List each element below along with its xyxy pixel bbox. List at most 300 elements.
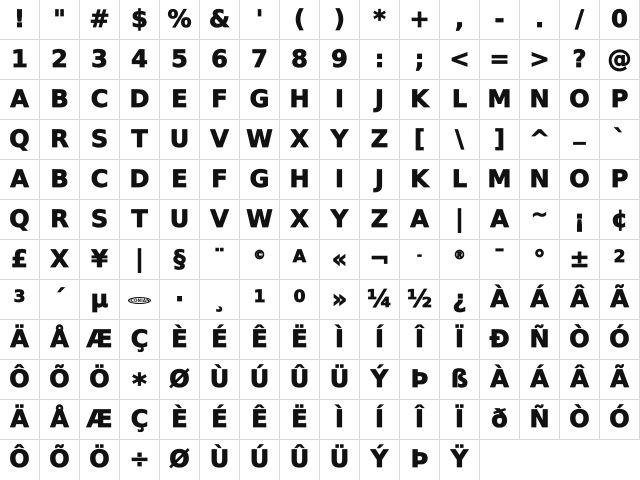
glyph: 1 bbox=[253, 287, 266, 307]
glyph-cell bbox=[600, 80, 640, 120]
glyph-cell bbox=[440, 200, 480, 240]
glyph: B bbox=[50, 85, 69, 113]
glyph-cell bbox=[200, 160, 240, 200]
glyph: Z bbox=[370, 205, 389, 233]
glyph: G bbox=[249, 165, 270, 193]
glyph-cell bbox=[480, 80, 520, 120]
glyph: I bbox=[335, 165, 344, 193]
glyph: ; bbox=[414, 45, 425, 73]
glyph-cell bbox=[280, 160, 320, 200]
glyph-cell bbox=[320, 0, 360, 40]
glyph: Ù bbox=[209, 445, 230, 473]
glyph-cell bbox=[480, 0, 520, 40]
glyph-cell bbox=[120, 40, 160, 80]
glyph-cell bbox=[360, 440, 400, 480]
glyph-cell bbox=[600, 280, 640, 320]
glyph: H bbox=[289, 165, 310, 193]
glyph-cell bbox=[320, 80, 360, 120]
glyph: D bbox=[129, 165, 150, 193]
glyph-cell bbox=[440, 120, 480, 160]
glyph-cell bbox=[360, 240, 400, 280]
glyph-cell bbox=[320, 120, 360, 160]
glyph-cell bbox=[120, 80, 160, 120]
glyph-cell bbox=[400, 160, 440, 200]
glyph: V bbox=[210, 125, 229, 153]
glyph-cell bbox=[600, 240, 640, 280]
glyph-cell bbox=[80, 280, 120, 320]
glyph: X bbox=[290, 205, 309, 233]
glyph: Û bbox=[289, 445, 310, 473]
glyph-cell bbox=[320, 440, 360, 480]
glyph: * bbox=[132, 367, 147, 400]
glyph-cell bbox=[200, 400, 240, 440]
glyph: D bbox=[129, 85, 150, 113]
glyph: , bbox=[454, 5, 465, 33]
glyph-cell bbox=[280, 200, 320, 240]
glyph-cell bbox=[520, 120, 560, 160]
glyph-cell bbox=[120, 440, 160, 480]
glyph: [ bbox=[414, 125, 425, 153]
glyph-cell bbox=[560, 40, 600, 80]
glyph: C bbox=[90, 165, 109, 193]
glyph-cell bbox=[120, 400, 160, 440]
glyph-cell bbox=[80, 440, 120, 480]
glyph: Ë bbox=[291, 325, 308, 353]
glyph-cell bbox=[120, 240, 160, 280]
glyph: É bbox=[211, 405, 228, 433]
glyph-row bbox=[0, 40, 640, 80]
glyph: A bbox=[490, 205, 509, 233]
glyph: Ü bbox=[329, 445, 350, 473]
glyph-cell bbox=[360, 400, 400, 440]
glyph: - bbox=[417, 248, 422, 262]
glyph-cell bbox=[280, 280, 320, 320]
glyph-cell bbox=[520, 400, 560, 440]
glyph: A bbox=[10, 165, 29, 193]
glyph-cell bbox=[80, 200, 120, 240]
glyph: Á bbox=[530, 365, 549, 393]
glyph-cell bbox=[480, 240, 520, 280]
glyph-cell bbox=[480, 280, 520, 320]
glyph-cell bbox=[120, 0, 160, 40]
glyph-cell bbox=[240, 40, 280, 80]
glyph-cell bbox=[480, 320, 520, 360]
glyph: # bbox=[89, 5, 110, 33]
glyph: Ñ bbox=[529, 405, 550, 433]
glyph-cell bbox=[480, 360, 520, 400]
glyph-cell bbox=[0, 240, 40, 280]
glyph: µ bbox=[90, 285, 109, 313]
glyph-cell bbox=[40, 440, 80, 480]
glyph: X bbox=[290, 125, 309, 153]
glyph: Z bbox=[370, 125, 389, 153]
glyph: ¨ bbox=[213, 245, 226, 273]
glyph: L bbox=[451, 165, 468, 193]
glyph-cell bbox=[560, 80, 600, 120]
glyph-cell bbox=[200, 440, 240, 480]
glyph: ( bbox=[294, 5, 305, 33]
glyph-cell bbox=[560, 400, 600, 440]
glyph-cell bbox=[160, 280, 200, 320]
glyph: Ù bbox=[209, 365, 230, 393]
glyph-cell bbox=[200, 200, 240, 240]
glyph: T bbox=[131, 125, 148, 153]
glyph-cell bbox=[240, 120, 280, 160]
glyph-cell bbox=[320, 280, 360, 320]
glyph: S bbox=[90, 125, 109, 153]
glyph: Ø bbox=[169, 365, 190, 393]
glyph: Í bbox=[375, 325, 384, 353]
glyph-cell bbox=[40, 400, 80, 440]
glyph-cell bbox=[120, 120, 160, 160]
glyph: « bbox=[331, 245, 348, 273]
glyph: Y bbox=[330, 205, 349, 233]
glyph: Æ bbox=[86, 405, 113, 433]
glyph-cell bbox=[80, 320, 120, 360]
glyph-cell bbox=[520, 280, 560, 320]
glyph: Ú bbox=[249, 365, 270, 393]
glyph-cell bbox=[280, 120, 320, 160]
glyph: Û bbox=[289, 365, 310, 393]
glyph: ® bbox=[453, 248, 466, 262]
glyph: ð bbox=[491, 405, 508, 433]
glyph: Ÿ bbox=[450, 445, 469, 473]
glyph: $ bbox=[131, 5, 148, 33]
glyph-row bbox=[0, 280, 640, 320]
glyph-cell bbox=[160, 80, 200, 120]
glyph-cell bbox=[440, 400, 480, 440]
glyph: Å bbox=[50, 325, 69, 353]
glyph: ? bbox=[572, 45, 587, 73]
glyph-cell bbox=[440, 440, 480, 480]
glyph-cell bbox=[160, 40, 200, 80]
glyph-cell bbox=[400, 280, 440, 320]
glyph: Ã bbox=[610, 285, 629, 313]
glyph: Ê bbox=[251, 405, 268, 433]
glyph: É bbox=[211, 325, 228, 353]
glyph-cell bbox=[280, 40, 320, 80]
glyph-cell bbox=[0, 0, 40, 40]
glyph-cell bbox=[360, 320, 400, 360]
glyph: ~ bbox=[531, 202, 548, 226]
glyph-cell bbox=[80, 80, 120, 120]
glyph-cell bbox=[0, 200, 40, 240]
glyph: Ú bbox=[249, 445, 270, 473]
glyph-cell bbox=[240, 360, 280, 400]
glyph: Ï bbox=[455, 325, 464, 353]
glyph: / bbox=[575, 5, 584, 33]
glyph: Ê bbox=[251, 325, 268, 353]
glyph: * bbox=[373, 5, 386, 33]
glyph: ° bbox=[533, 245, 546, 273]
glyph: Ä bbox=[10, 405, 29, 433]
glyph-cell bbox=[40, 120, 80, 160]
glyph: 1 bbox=[11, 45, 28, 73]
glyph-cell bbox=[320, 240, 360, 280]
glyph: L bbox=[451, 85, 468, 113]
glyph: Â bbox=[570, 285, 589, 313]
glyph-cell bbox=[400, 40, 440, 80]
glyph-cell bbox=[80, 40, 120, 80]
glyph: 3 bbox=[13, 287, 26, 307]
glyph: Ü bbox=[329, 365, 350, 393]
glyph: ' bbox=[255, 5, 264, 33]
glyph-cell bbox=[0, 400, 40, 440]
glyph: A bbox=[292, 247, 307, 267]
glyph: N bbox=[529, 165, 550, 193]
glyph-cell bbox=[560, 0, 600, 40]
glyph-row bbox=[0, 160, 640, 200]
glyph-cell bbox=[200, 80, 240, 120]
glyph-cell bbox=[0, 320, 40, 360]
glyph: Ì bbox=[335, 325, 344, 353]
glyph: 5 bbox=[171, 45, 188, 73]
glyph-cell bbox=[80, 0, 120, 40]
glyph: ) bbox=[334, 5, 345, 33]
glyph: = bbox=[489, 45, 510, 73]
glyph-cell bbox=[400, 360, 440, 400]
glyph-cell bbox=[240, 0, 280, 40]
glyph: < bbox=[449, 45, 470, 73]
glyph-cell bbox=[320, 360, 360, 400]
glyph: Ö bbox=[89, 445, 110, 473]
glyph: Ð bbox=[489, 325, 510, 353]
glyph: Î bbox=[415, 325, 424, 353]
glyph-cell bbox=[240, 440, 280, 480]
glyph: \ bbox=[455, 125, 464, 153]
glyph-cell bbox=[360, 40, 400, 80]
glyph-cell bbox=[0, 160, 40, 200]
glyph-cell bbox=[40, 280, 80, 320]
glyph-cell bbox=[200, 360, 240, 400]
glyph: U bbox=[169, 205, 190, 233]
glyph: G bbox=[249, 85, 270, 113]
glyph: Ä bbox=[10, 325, 29, 353]
glyph: + bbox=[409, 5, 430, 33]
glyph-cell bbox=[360, 280, 400, 320]
glyph: Þ bbox=[410, 365, 429, 393]
glyph-cell bbox=[160, 120, 200, 160]
glyph-cell-pilcrow bbox=[120, 280, 160, 320]
glyph: | bbox=[455, 205, 464, 233]
glyph-cell bbox=[200, 120, 240, 160]
glyph-cell bbox=[560, 200, 600, 240]
glyph-cell bbox=[0, 360, 40, 400]
glyph-cell bbox=[440, 0, 480, 40]
glyph-cell bbox=[80, 160, 120, 200]
glyph: Þ bbox=[410, 445, 429, 473]
glyph-cell bbox=[600, 40, 640, 80]
glyph: > bbox=[529, 45, 550, 73]
glyph-cell bbox=[520, 40, 560, 80]
glyph: 2 bbox=[613, 247, 626, 267]
glyph: " bbox=[53, 5, 66, 33]
glyph-cell bbox=[520, 0, 560, 40]
glyph-cell bbox=[200, 280, 240, 320]
glyph-cell bbox=[520, 80, 560, 120]
glyph-cell bbox=[360, 200, 400, 240]
glyph-cell bbox=[280, 360, 320, 400]
glyph: P bbox=[610, 165, 629, 193]
glyph: % bbox=[167, 5, 192, 33]
glyph-cell bbox=[40, 0, 80, 40]
glyph-cell bbox=[80, 400, 120, 440]
glyph: W bbox=[246, 205, 273, 233]
glyph-cell bbox=[480, 160, 520, 200]
glyph-cell bbox=[160, 320, 200, 360]
glyph-cell bbox=[200, 40, 240, 80]
glyph: . bbox=[534, 5, 545, 33]
glyph-cell bbox=[360, 120, 400, 160]
glyph-cell bbox=[600, 400, 640, 440]
glyph: C bbox=[90, 85, 109, 113]
glyph: ¸ bbox=[213, 285, 226, 313]
glyph: ` bbox=[613, 125, 626, 153]
glyph-cell bbox=[480, 400, 520, 440]
glyph-cell bbox=[440, 360, 480, 400]
glyph-cell bbox=[440, 160, 480, 200]
glyph: Ç bbox=[130, 325, 149, 353]
glyph: B bbox=[50, 165, 69, 193]
glyph: Á bbox=[530, 285, 549, 313]
glyph-row bbox=[0, 320, 640, 360]
glyph: Ó bbox=[609, 405, 630, 433]
glyph: X bbox=[50, 245, 69, 273]
glyph: 4 bbox=[131, 45, 148, 73]
glyph: 0 bbox=[293, 287, 306, 307]
glyph-cell bbox=[600, 200, 640, 240]
glyph-cell bbox=[480, 120, 520, 160]
glyph: Õ bbox=[49, 445, 70, 473]
glyph-cell bbox=[560, 240, 600, 280]
glyph: J bbox=[375, 85, 384, 113]
glyph: Ò bbox=[569, 405, 590, 433]
glyph: Æ bbox=[86, 325, 113, 353]
glyph-cell bbox=[600, 160, 640, 200]
glyph: Ì bbox=[335, 405, 344, 433]
glyph-cell bbox=[360, 80, 400, 120]
glyph-cell bbox=[200, 0, 240, 40]
glyph: M bbox=[487, 85, 512, 113]
glyph-cell bbox=[120, 160, 160, 200]
glyph: Ö bbox=[89, 365, 110, 393]
glyph: · bbox=[174, 285, 185, 313]
glyph-row bbox=[0, 400, 640, 440]
glyph: £ bbox=[11, 245, 28, 273]
glyph-cell bbox=[400, 200, 440, 240]
glyph: ¬ bbox=[369, 245, 390, 273]
glyph: J bbox=[375, 165, 384, 193]
glyph: W bbox=[246, 125, 273, 153]
glyph: ^ bbox=[529, 125, 550, 153]
glyph-cell bbox=[440, 280, 480, 320]
glyph-cell bbox=[240, 400, 280, 440]
glyph-cell bbox=[200, 240, 240, 280]
glyph: O bbox=[569, 85, 590, 113]
glyph-cell bbox=[400, 400, 440, 440]
glyph-cell bbox=[40, 320, 80, 360]
glyph-cell bbox=[320, 320, 360, 360]
glyph: M bbox=[487, 165, 512, 193]
glyph-cell bbox=[80, 240, 120, 280]
glyph-cell bbox=[200, 320, 240, 360]
glyph: ¢ bbox=[611, 205, 628, 233]
glyph-cell bbox=[320, 200, 360, 240]
glyph-cell bbox=[600, 360, 640, 400]
glyph-cell bbox=[0, 80, 40, 120]
glyph-cell bbox=[400, 120, 440, 160]
glyph-cell bbox=[280, 400, 320, 440]
glyph-cell bbox=[520, 320, 560, 360]
glyph-cell bbox=[600, 320, 640, 360]
glyph: K bbox=[410, 85, 429, 113]
glyph: K bbox=[410, 165, 429, 193]
glyph-cell bbox=[40, 240, 80, 280]
glyph: Q bbox=[9, 125, 30, 153]
glyph-cell bbox=[440, 240, 480, 280]
glyph: Ý bbox=[370, 445, 389, 473]
glyph: Ô bbox=[9, 365, 30, 393]
glyph: R bbox=[50, 125, 69, 153]
glyph-cell bbox=[240, 320, 280, 360]
glyph-cell bbox=[0, 440, 40, 480]
glyph: 2 bbox=[51, 45, 68, 73]
glyph: ¥ bbox=[91, 245, 108, 273]
glyph: Ý bbox=[370, 365, 389, 393]
glyph: A bbox=[410, 205, 429, 233]
glyph-cell bbox=[0, 40, 40, 80]
glyph-cell bbox=[160, 200, 200, 240]
glyph: À bbox=[490, 365, 509, 393]
glyph-cell bbox=[600, 0, 640, 40]
glyph-row bbox=[0, 0, 640, 40]
glyph: Â bbox=[570, 365, 589, 393]
glyph-cell bbox=[40, 80, 80, 120]
glyph: ½ bbox=[407, 285, 432, 313]
iconian-logo: ICONIAN bbox=[129, 297, 150, 303]
glyph-cell bbox=[400, 80, 440, 120]
glyph-row bbox=[0, 240, 640, 280]
glyph-cell bbox=[320, 400, 360, 440]
glyph: Ô bbox=[9, 445, 30, 473]
glyph: A bbox=[10, 85, 29, 113]
glyph-cell bbox=[440, 320, 480, 360]
glyph: ´ bbox=[53, 285, 66, 313]
glyph-cell bbox=[400, 0, 440, 40]
glyph-cell bbox=[520, 200, 560, 240]
glyph-row bbox=[0, 80, 640, 120]
glyph-row bbox=[0, 440, 640, 480]
glyph-row bbox=[0, 200, 640, 240]
glyph-cell bbox=[240, 280, 280, 320]
glyph: 6 bbox=[211, 45, 228, 73]
glyph-cell bbox=[320, 40, 360, 80]
glyph-cell bbox=[120, 360, 160, 400]
glyph-cell bbox=[560, 320, 600, 360]
glyph-cell bbox=[320, 160, 360, 200]
glyph: 7 bbox=[251, 45, 268, 73]
glyph: Ñ bbox=[529, 325, 550, 353]
glyph: H bbox=[289, 85, 310, 113]
glyph: 9 bbox=[331, 45, 348, 73]
glyph: ¯ bbox=[493, 245, 506, 273]
glyph-cell bbox=[560, 160, 600, 200]
glyph: N bbox=[529, 85, 550, 113]
glyph: Ø bbox=[169, 445, 190, 473]
glyph: F bbox=[211, 85, 228, 113]
glyph: 8 bbox=[291, 45, 308, 73]
glyph: À bbox=[490, 285, 509, 313]
